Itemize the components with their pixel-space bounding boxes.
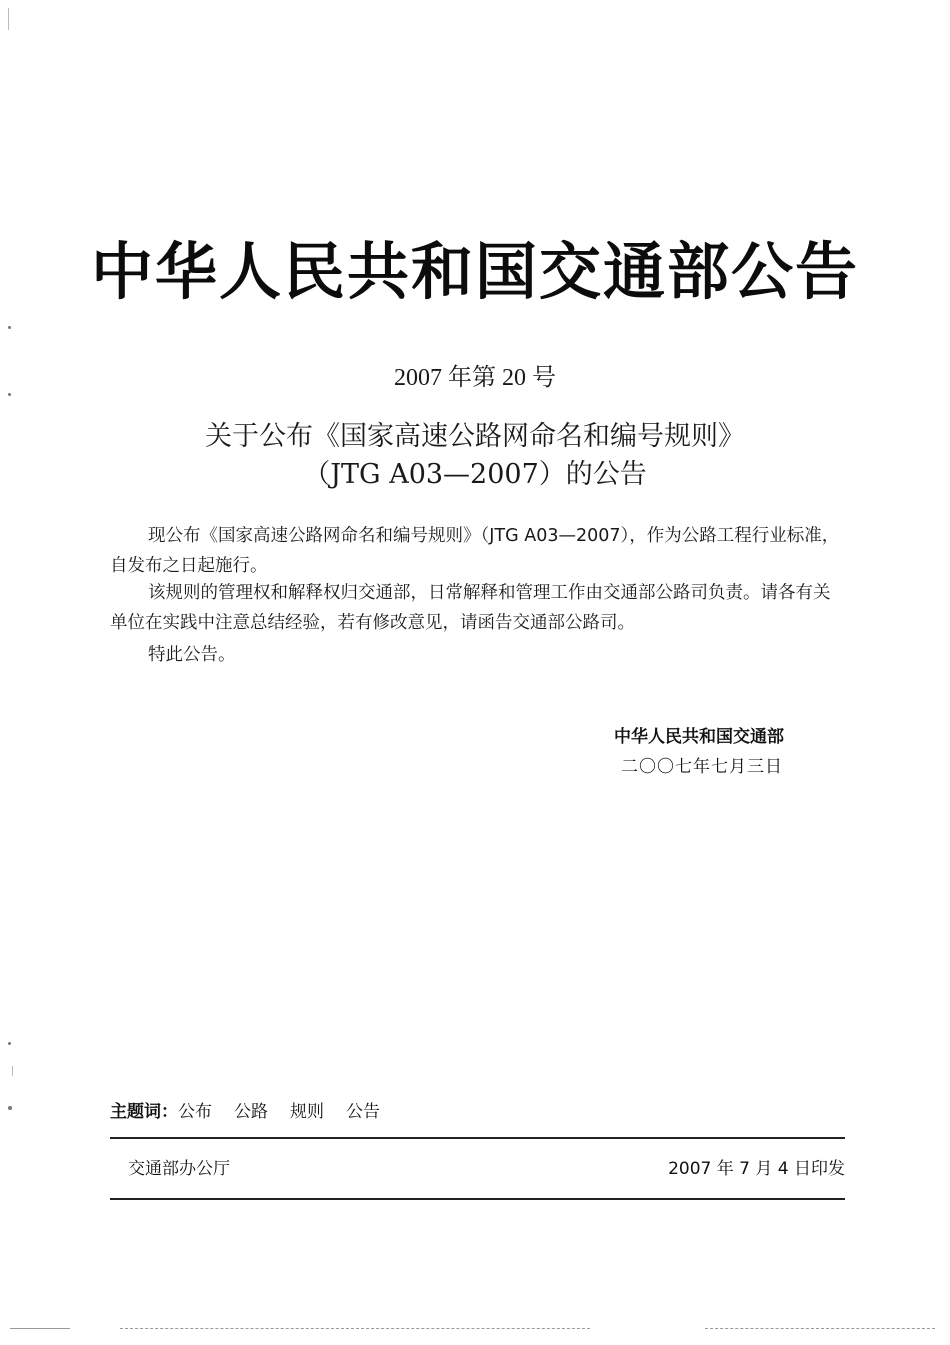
scan-artifact [8, 1106, 12, 1110]
subject-line-2: （JTG A03—2007）的公告 [303, 459, 647, 490]
sign-date: 二〇〇七年七月三日 [621, 757, 783, 777]
scan-artifact [10, 1328, 70, 1329]
scan-artifact [8, 326, 11, 329]
keyword: 公布 [178, 1102, 212, 1122]
page-title: 中华人民共和国交通部公告 [90, 235, 859, 308]
scan-artifact [8, 393, 11, 396]
scan-artifact [705, 1328, 935, 1329]
divider [110, 1198, 845, 1200]
scan-artifact [8, 1042, 11, 1045]
divider [110, 1137, 845, 1139]
body-paragraph: 现公布《国家高速公路网命名和编号规则》（JTG A03—2007），作为公路工程行业标准，自发布之日起施行。 [110, 526, 840, 576]
body-paragraph: 特此公告。 [148, 645, 236, 665]
body-paragraph: 该规则的管理权和解释权归交通部，日常解释和管理工作由交通部公路司负责。请各有关单位在实践中注意总结经验，若有修改意见，请函告交通部公路司。 [110, 583, 831, 633]
document-number: 2007 年第 20 号 [394, 365, 556, 391]
scan-artifact [12, 1066, 13, 1076]
signer: 中华人民共和国交通部 [614, 727, 784, 747]
issue-date: 2007 年 7 月 4 日印发 [668, 1159, 845, 1179]
keyword: 公告 [346, 1102, 380, 1122]
keywords-label: 主题词： [110, 1102, 178, 1122]
scan-artifact [120, 1328, 590, 1329]
keyword: 规则 [290, 1102, 324, 1122]
subject-line-1: 关于公布《国家高速公路网命名和编号规则》 [205, 421, 745, 452]
scan-artifact [8, 8, 9, 30]
keywords [110, 1097, 402, 1122]
issuer: 交通部办公厅 [128, 1159, 230, 1179]
keyword: 公路 [234, 1102, 268, 1122]
